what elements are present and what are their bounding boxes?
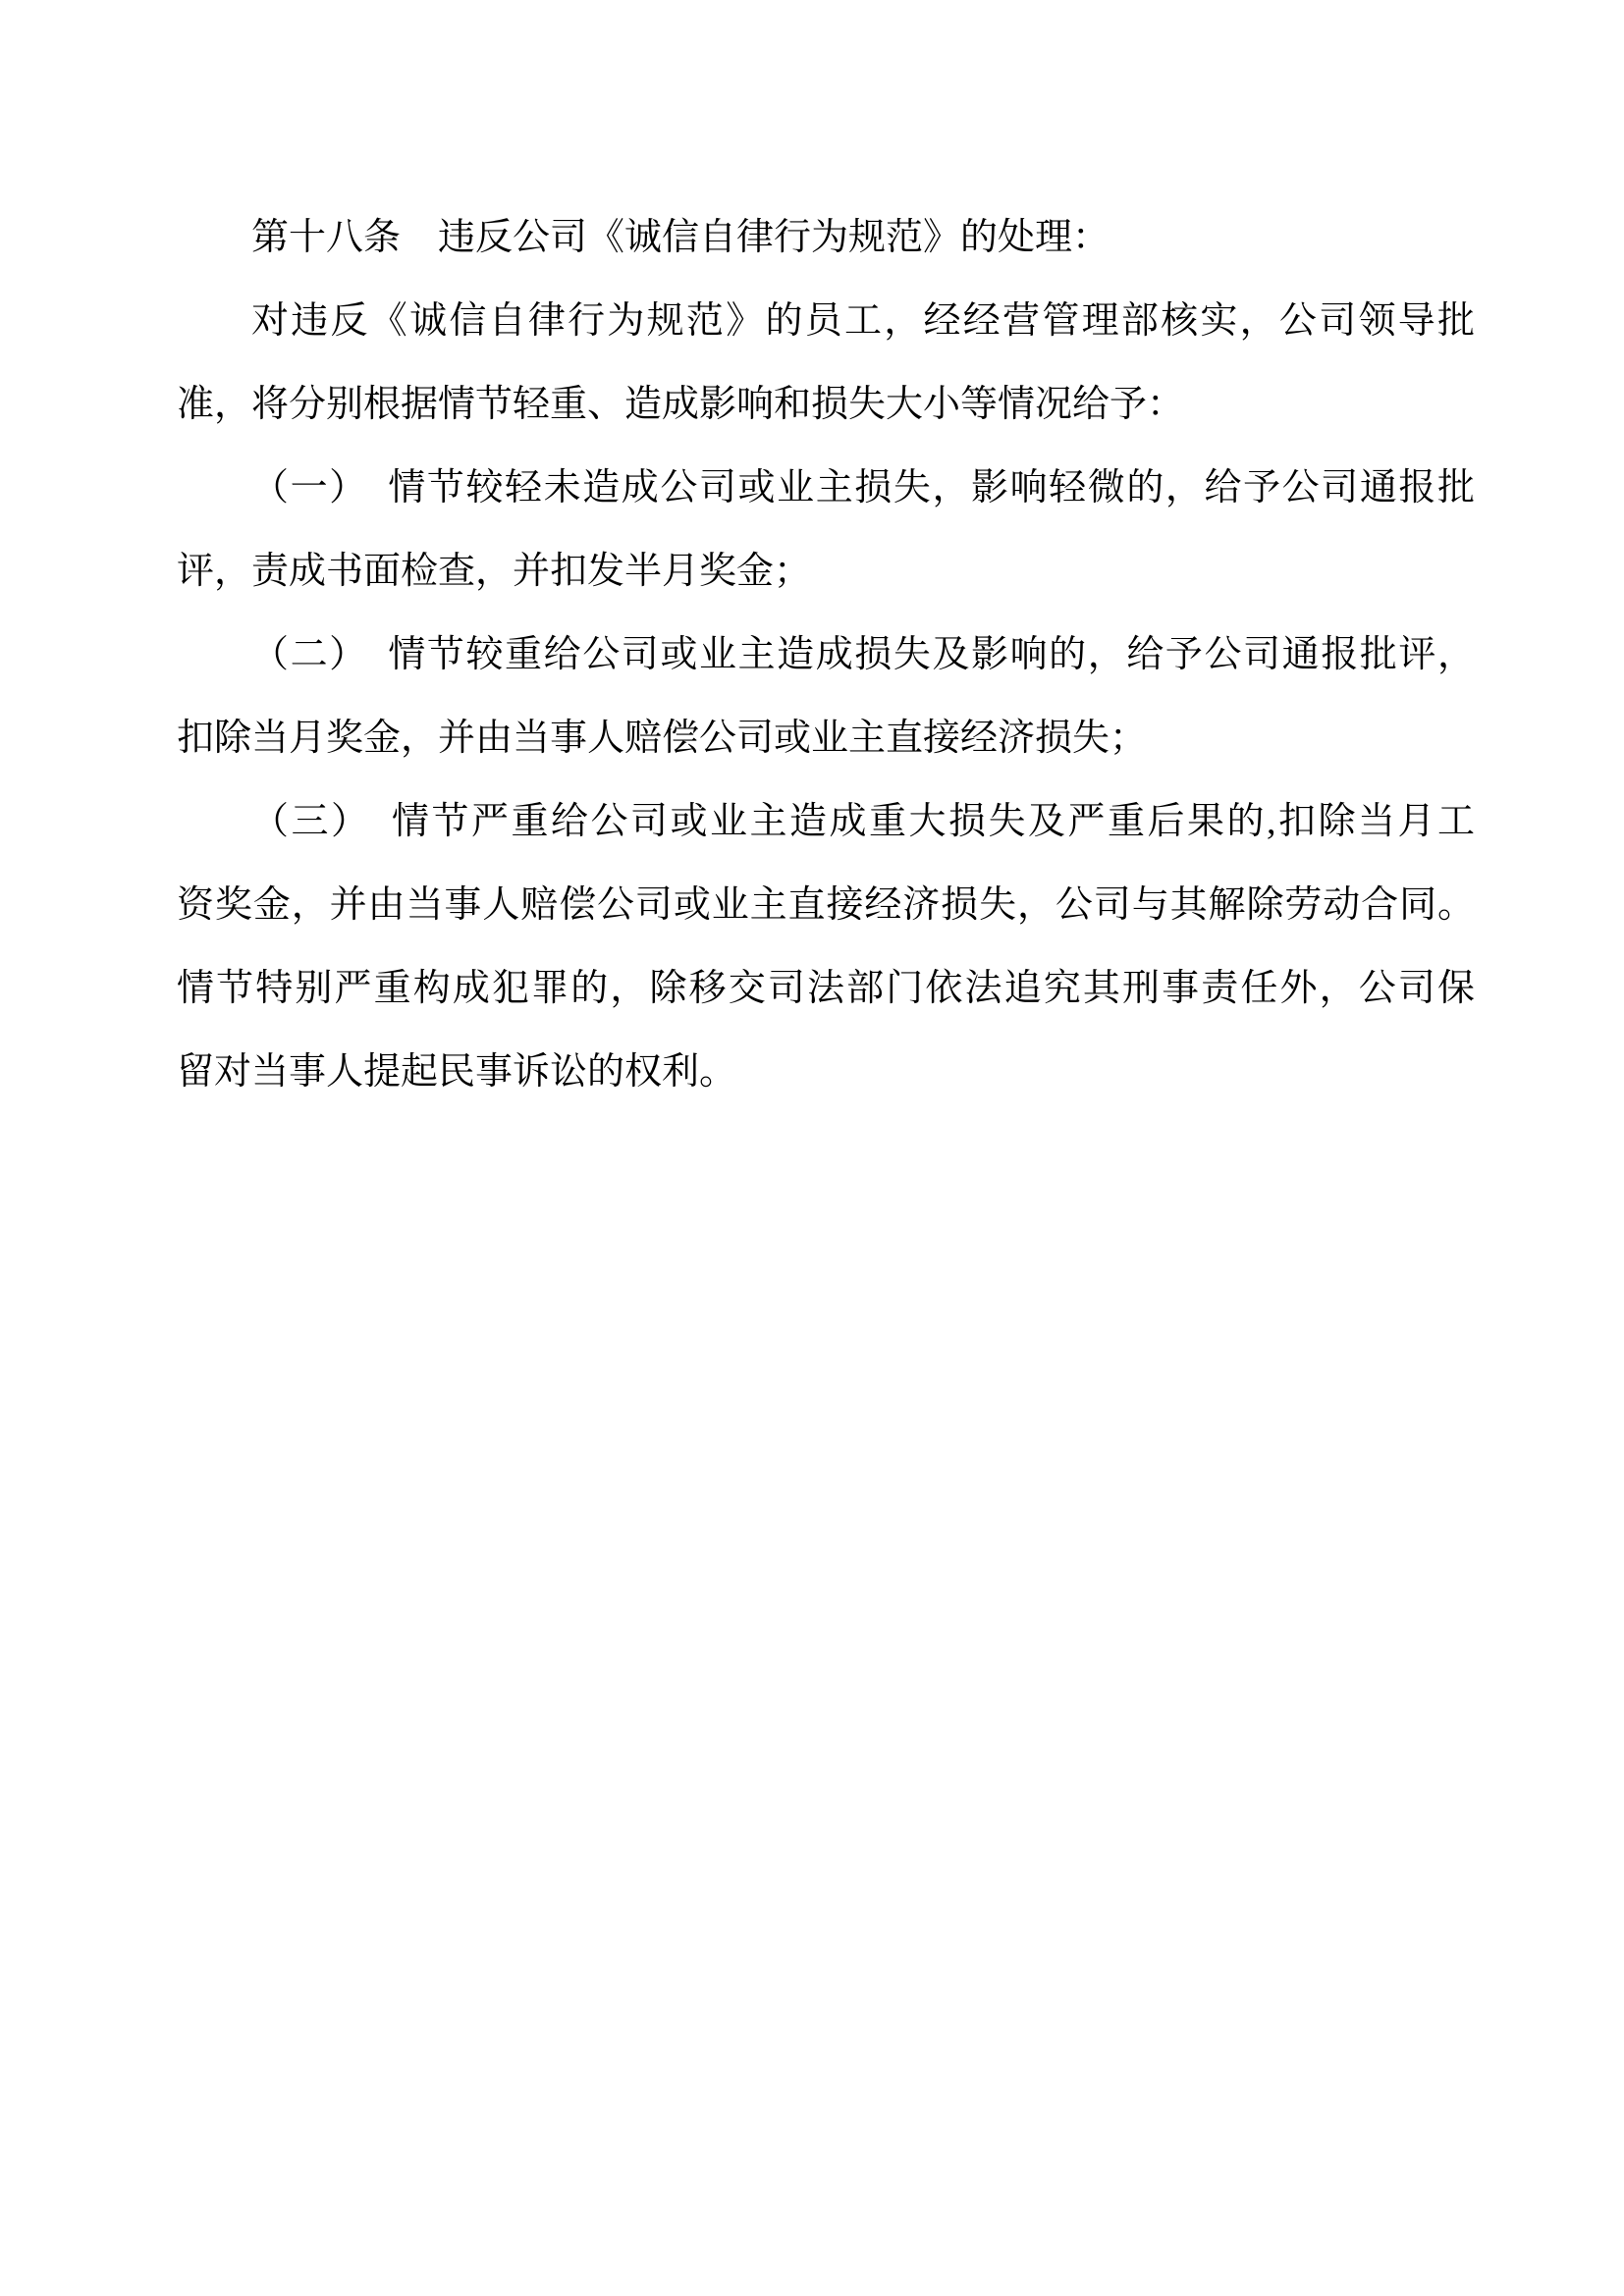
intro-paragraph-line-2: 准，将分别根据情节轻重、造成影响和损失大小等情况给予：: [177, 384, 1185, 425]
intro-paragraph-line-1: 对违反《诚信自律行为规范》的员工，经经营管理部核实，公司领导批: [251, 300, 1475, 342]
item-3-line-2: 资奖金，并由当事人赔偿公司或业主直接经济损失，公司与其解除劳动合同。: [177, 884, 1475, 926]
item-1-line-2: 评，责成书面检查，并扣发半月奖金；: [177, 551, 812, 592]
item-3-line-1: （三） 情节严重给公司或业主造成重大损失及严重后果的,扣除当月工: [251, 801, 1475, 842]
item-1-line-1: （一） 情节较轻未造成公司或业主损失，影响轻微的，给予公司通报批: [251, 467, 1475, 508]
item-3-line-3: 情节特别严重构成犯罪的，除移交司法部门依法追究其刑事责任外，公司保: [177, 968, 1475, 1009]
item-2-line-1: （二） 情节较重给公司或业主造成损失及影响的，给予公司通报批评，: [251, 634, 1475, 675]
document-text-block: [177, 196, 1475, 1114]
item-3-line-4: 留对当事人提起民事诉讼的权利。: [177, 1051, 737, 1093]
article-18-heading-line: 第十八条 违反公司《诚信自律行为规范》的处理：: [251, 217, 1110, 258]
item-2-line-2: 扣除当月奖金，并由当事人赔偿公司或业主直接经济损失；: [177, 718, 1148, 759]
